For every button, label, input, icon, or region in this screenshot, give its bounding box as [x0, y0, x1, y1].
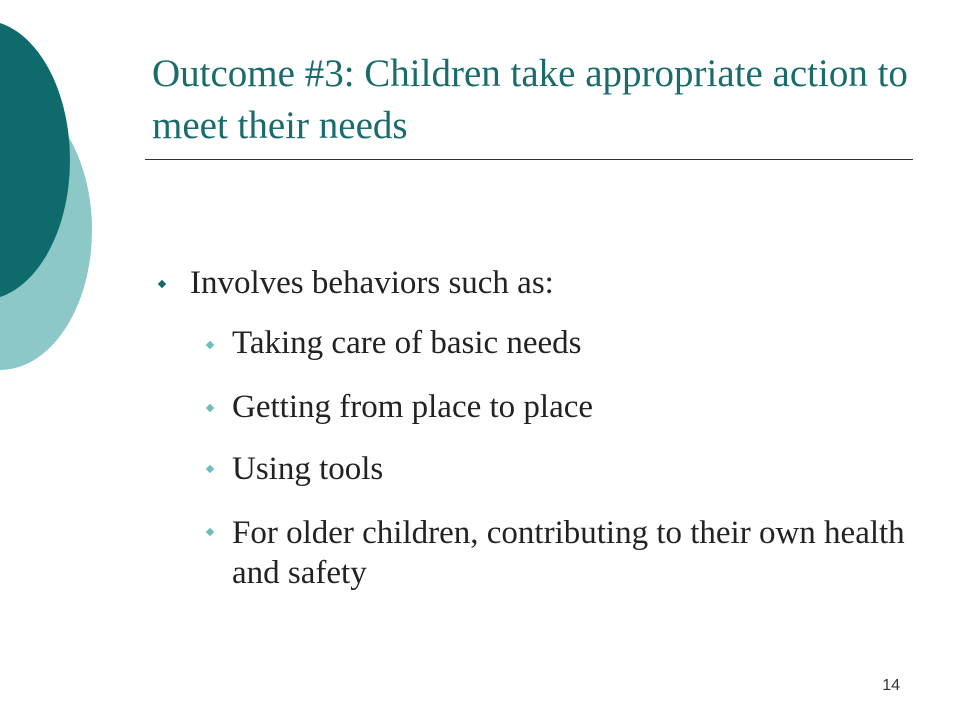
page-number: 14 [882, 677, 900, 694]
sub-bullet-text: For older children, contributing to their own health and safety [232, 515, 905, 591]
sub-bullet-item [232, 449, 383, 489]
diamond-icon [158, 280, 166, 288]
diamond-icon [206, 528, 214, 536]
sub-bullet-item [232, 323, 582, 363]
sub-bullet-item [232, 387, 593, 427]
bullet-item [190, 263, 554, 303]
slide-title: Outcome #3: Children take appropriate action to meet their needs [152, 52, 908, 147]
sub-bullet-item [232, 513, 912, 593]
bullet-text: Involves behaviors such as: [190, 265, 554, 301]
diamond-icon [206, 404, 214, 412]
diamond-icon [206, 465, 214, 473]
sub-bullet-text: Taking care of basic needs [232, 325, 582, 361]
sub-bullet-text: Using tools [232, 451, 384, 487]
sub-bullet-text: Getting from place to place [232, 389, 594, 425]
diamond-icon [206, 341, 214, 349]
